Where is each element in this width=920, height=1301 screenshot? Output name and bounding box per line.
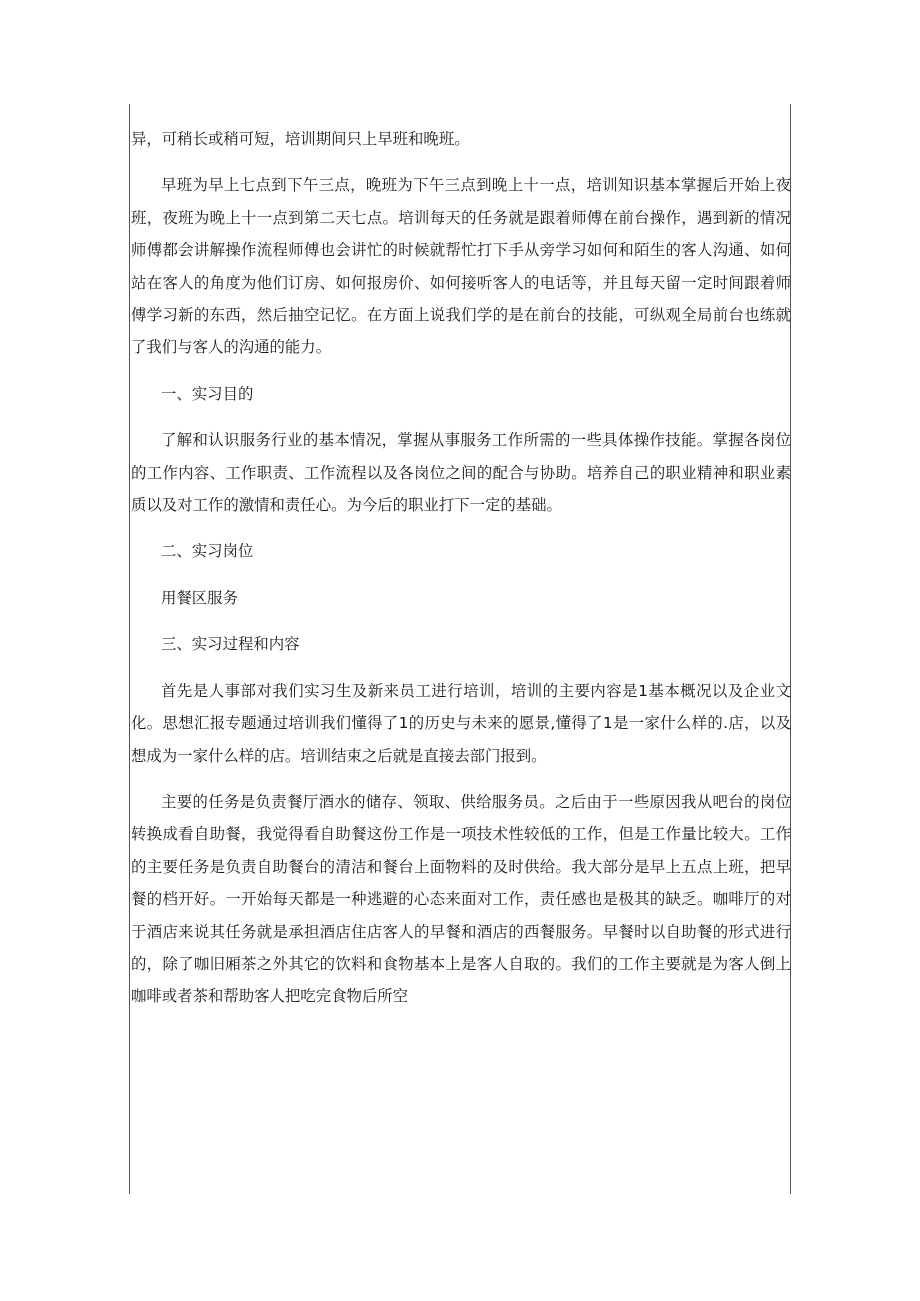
section-heading-internship-position: 二、实习岗位	[161, 542, 254, 561]
paragraph-internship-purpose: 了解和认识服务行业的基本情况，掌握从事服务工作所需的一些具体操作技能。掌握各岗位的工作内容、工作职责、工作流程以及各岗位之间的配合与协助。培养自己的职业精神和职业素质以及对工作的激情和责任心。为今后的职业打下一定的基础。	[131, 431, 791, 515]
paragraph-continuation: 异，可稍长或稍可短，培训期间只上早班和晚班。	[131, 130, 470, 148]
paragraph-internship-position: 用餐区服务	[161, 588, 238, 607]
paragraph-training: 首先是人事部对我们实习生及新来员工进行培训，培训的主要内容是1基本概况以及企业文化。思想汇报专题通过培训我们懂得了1的历史与未来的愿景,懂得了1是一家什么样的.店，以及想成为一家什么样的店。培训结束之后就是直接去部门报到。	[131, 681, 791, 765]
paragraph-shift-schedule: 早班为早上七点到下午三点，晚班为下午三点到晚上十一点，培训知识基本掌握后开始上夜班，夜班为晚上十一点到第二天七点。培训每天的任务就是跟着师傅在前台操作，遇到新的情况师傅都会讲解操作流程师傅也会讲忙的时候就帮忙打下手从旁学习如何和陌生的客人沟通、如何站在客人的角度为他们订房、如何报房价、如何接听客人的电话等，并且每天留一定时间跟着师傅学习新的东西，然后抽空记忆。在方面上说我们学的是在前台的技能，可纵观全局前台也练就了我们与客人的沟通的能力。	[131, 176, 791, 357]
document-body	[131, 123, 791, 1013]
paragraph-main-tasks: 主要的任务是负责餐厅酒水的储存、领取、供给服务员。之后由于一些原因我从吧台的岗位转换成看自助餐，我觉得看自助餐这份工作是一项技术性较低的工作，但是工作量比较大。工作的主要任务是负责自助餐台的清洁和餐台上面物料的及时供给。我大部分是早上五点上班，把早餐的档开好。一开始每天都是一种逃避的心态来面对工作，责任感也是极其的缺乏。咖啡厅的对于酒店来说其任务就是承担酒店住店客人的早餐和酒店的西餐服务。早餐时以自助餐的形式进行的，除了咖旧厢茶之外其它的饮料和食物基本上是客人自取的。我们的工作主要就是为客人倒上咖啡或者茶和帮助客人把吃完食物后所空	[131, 792, 791, 1006]
section-heading-process-content: 三、实习过程和内容	[161, 635, 300, 654]
section-heading-internship-purpose: 一、实习目的	[161, 384, 254, 403]
